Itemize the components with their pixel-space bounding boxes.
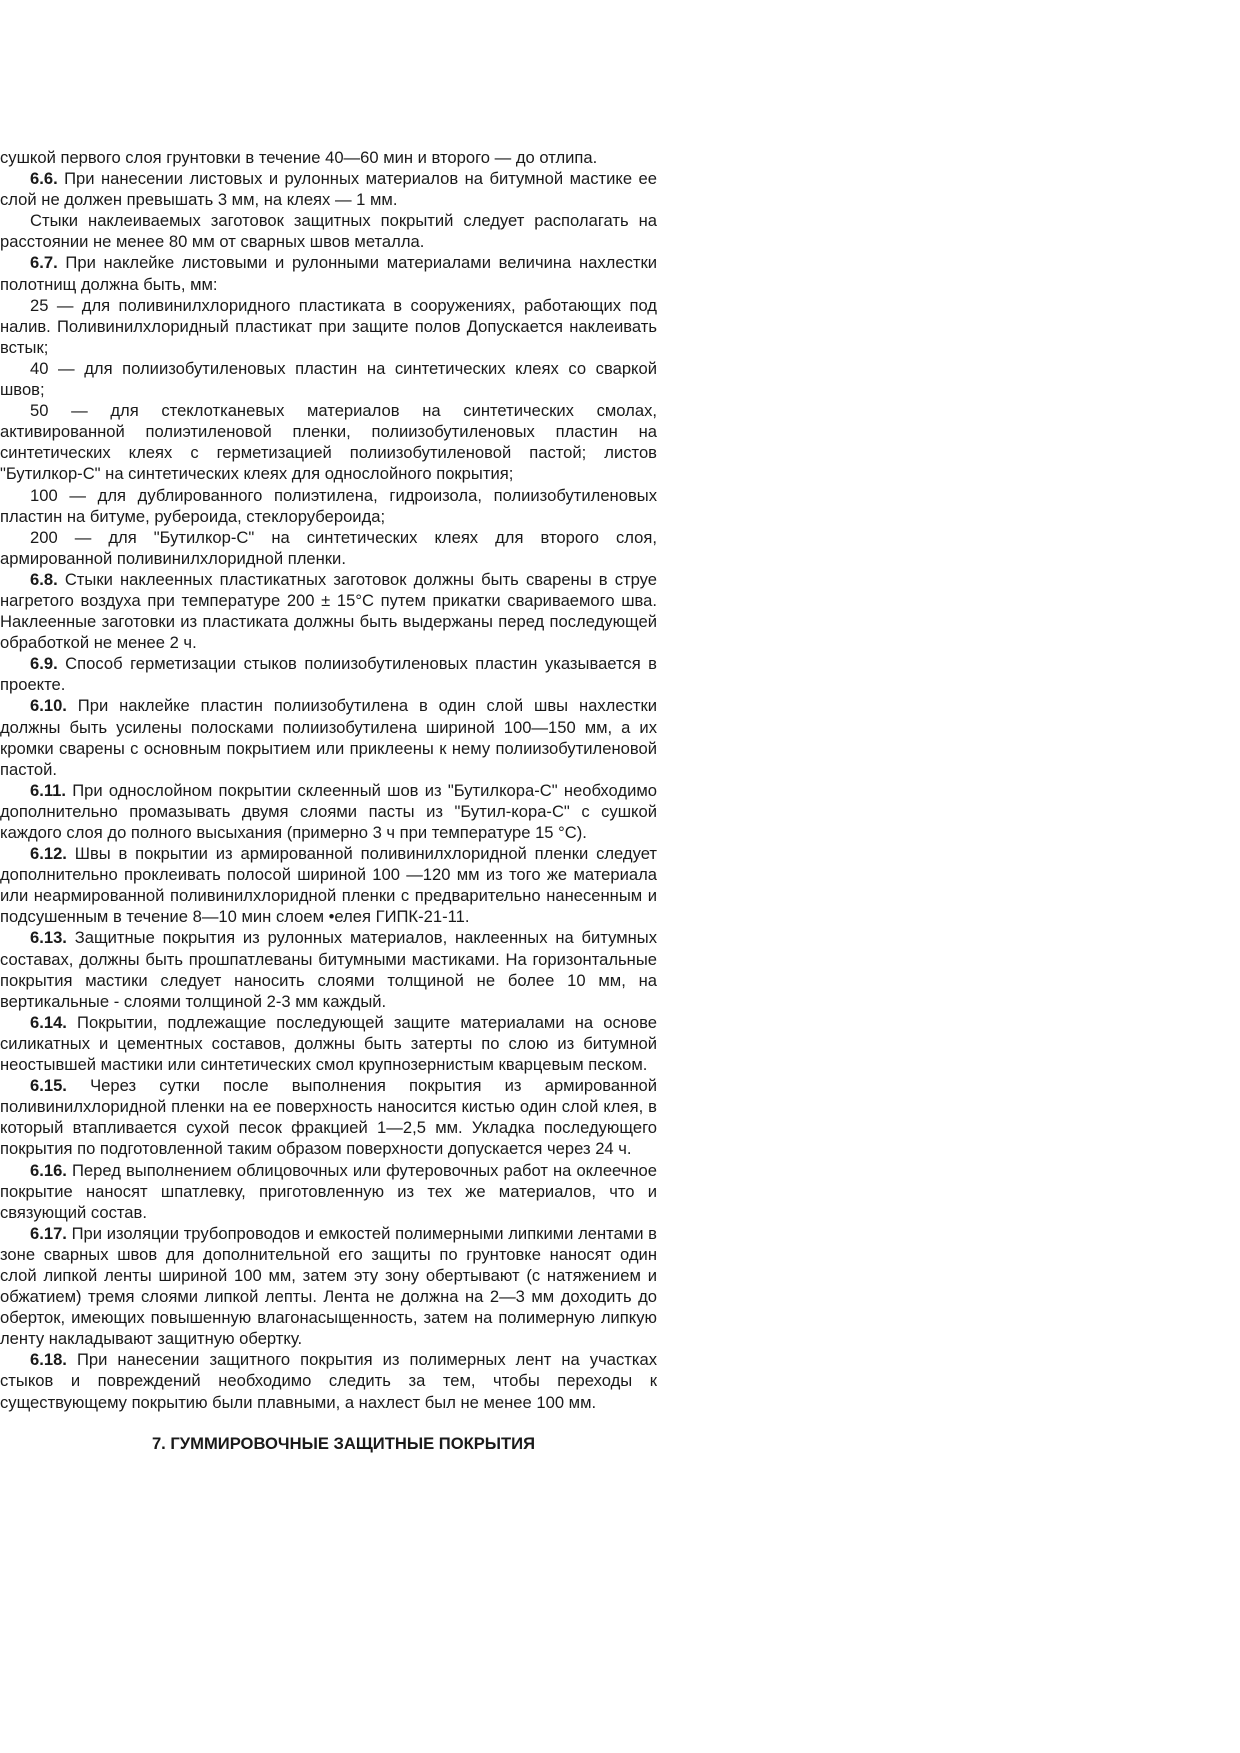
paragraph-text: Защитные покрытия из рулонных материалов, наклеенных на битумных составах, должны быть прошпатлеваны битумными мастиками. На горизонтальные покрытия мастики следует наносить слоями толщиной не более 10 мм, на вертикальные - слоями толщиной 2-3 мм каждый.: [0, 928, 657, 1011]
paragraph-text: При наклейке листовыми и рулонными материалами величина нахлестки полотнищ должна быть, мм:: [0, 253, 657, 294]
paragraph-text: сушкой первого слоя грунтовки в течение 40—60 мин и второго — до отлипа.: [0, 148, 598, 167]
clause-number: 6.14.: [30, 1012, 67, 1032]
paragraph: [0, 358, 657, 400]
paragraph-text: Стыки наклеиваемых заготовок защитных покрытий следует располагать на расстоянии не менее 80 мм от сварных швов металла.: [0, 211, 657, 252]
paragraph: [0, 485, 657, 527]
clause-number: 6.6.: [30, 169, 58, 189]
paragraph: [0, 295, 657, 358]
paragraph-text: При нанесении листовых и рулонных материалов на битумной мастике ее слой не должен превышать 3 мм, на клеях — 1 мм.: [0, 169, 657, 210]
section-heading: 7. ГУММИРОВОЧНЫЕ ЗАЩИТНЫЕ ПОКРЫТИЯ: [151, 1433, 536, 1453]
clause-number: 6.7.: [30, 253, 58, 273]
clause-number: 6.17.: [30, 1223, 67, 1243]
paragraph: [0, 927, 657, 1011]
paragraph-text: 40 — для полиизобутиленовых пластин на синтетических клеях со сваркой швов;: [0, 358, 657, 400]
clause-number: 6.10.: [30, 696, 67, 716]
paragraph: [0, 1349, 657, 1412]
paragraph-text: Перед выполнением облицовочных или футеровочных работ на оклеечное покрытие наносят шпатлевку, приготовленную из тех же материалов, что и связующий состав.: [0, 1160, 657, 1222]
clause-number: 6.9.: [30, 654, 58, 674]
paragraph: [0, 147, 657, 168]
paragraph-text: Способ герметизации стыков полиизобутиленовых пластин указывается в проекте.: [0, 654, 657, 695]
paragraph: [0, 1075, 657, 1159]
clause-number: 6.16.: [30, 1160, 67, 1180]
paragraph-text: Швы в покрытии из армированной поливинилхлоридной пленки следует дополнительно проклеивать полосой шириной 100 —120 мм из того же материала или неармированной поливинилхлоридной пленки с предварительно нанесенным и подсушенным в течение 8—10 мин слоем •елея ГИПК-21-11.: [0, 844, 657, 927]
clause-number: 6.15.: [30, 1076, 67, 1096]
paragraph-text: Стыки наклеенных пластикатных заготовок должны быть сварены в струе нагретого воздуха при температуре 200 ± 15°С путем прикатки свариваемого шва. Наклеенные заготовки из пластиката должны быть выдержаны перед последующей обработкой не менее 2 ч.: [0, 569, 657, 653]
paragraph: [0, 1223, 657, 1350]
paragraph: [0, 569, 657, 653]
paragraph: [0, 210, 657, 252]
clause-number: 6.13.: [30, 928, 67, 948]
paragraph-text: 25 — для поливинилхлоридного пластиката в сооружениях, работающих под налив. Поливинилхлоридный пластикат при защите полов Допускается наклеивать встык;: [0, 295, 657, 357]
paragraph-list: [0, 147, 657, 1413]
paragraph: [0, 252, 657, 294]
clause-number: 6.11.: [30, 780, 66, 800]
paragraph-text: 100 — для дублированного полиэтилена, гидроизола, полиизобутиленовых пластин на битуме, рубероида, стеклорубероида;: [0, 485, 657, 526]
paragraph: [0, 527, 657, 569]
paragraph: [0, 400, 657, 484]
paragraph-text: 200 — для "Бутилкор-С" на синтетических клеях для второго слоя, армированной поливинилхлоридной пленки.: [0, 527, 657, 568]
paragraph-text: При изоляции трубопроводов и емкостей полимерными липкими лентами в зоне сварных швов для дополнительной его защиты по грунтовке наносят один слой липкой ленты шириной 100 мм, затем эту зону обертывают (с натяжением и обжатием) тремя слоями липкой лепты. Лента не должна на 2—3 мм доходить до оберток, имеющих повышенную влагонасыщенность, затем на полимерную липкую ленту накладывают защитную обертку.: [0, 1223, 657, 1349]
clause-number: 6.18.: [30, 1350, 67, 1370]
paragraph-text: При наклейке пластин полиизобутилена в один слой швы нахлестки должны быть усилены полосками полиизобутилена шириной 100—150 мм, а их кромки сварены с основным покрытием или приклеены к нему полиизобутиленовой пастой.: [0, 696, 657, 779]
paragraph: [0, 843, 657, 927]
paragraph: [0, 780, 657, 843]
paragraph: [0, 168, 657, 210]
clause-number: 6.12.: [30, 844, 67, 864]
paragraph: [0, 1160, 657, 1223]
clause-number: 6.8.: [30, 569, 58, 589]
paragraph-text: При однослойном покрытии склеенный шов из "Бутилкора-С" необходимо дополнительно промазывать двумя слоями пасты из "Бутил-кора-С" с сушкой каждого слоя до полного высыхания (примерно 3 ч при температуре 15 °С).: [0, 780, 657, 842]
paragraph: [0, 1012, 657, 1075]
paragraph: [0, 653, 657, 695]
paragraph-text: При нанесении защитного покрытия из полимерных лент на участках стыков и повреждений необходимо следить за тем, чтобы переходы к существующему покрытию были плавными, а нахлест был не менее 100 мм.: [0, 1350, 657, 1412]
paragraph-text: Покрытии, подлежащие последующей защите материалами на основе силикатных и цементных составов, должны быть затерты по слою из битумной неостывшей мастики или синтетических смол крупнозернистым кварцевым песком.: [0, 1012, 657, 1075]
paragraph-text: 50 — для стеклотканевых материалов на синтетических смолах, активированной полиэтиленовой пленки, полиизобутиленовых пластин на синтетических клеях с герметизацией полиизобутиленовой пастой; листов "Бутилкор-С" на синтетических клеях для однослойного покрытия;: [0, 401, 657, 484]
document-page: [0, 147, 657, 1454]
paragraph-text: Через сутки после выполнения покрытия из армированной поливинилхлоридной пленки на ее поверхность наносится кистью один слой клея, в который втапливается сухой песок фракцией 1—2,5 мм. Укладка последующего покрытия по подготовленной таким образом поверхности допускается через 24 ч.: [0, 1076, 657, 1159]
paragraph: [0, 695, 657, 779]
